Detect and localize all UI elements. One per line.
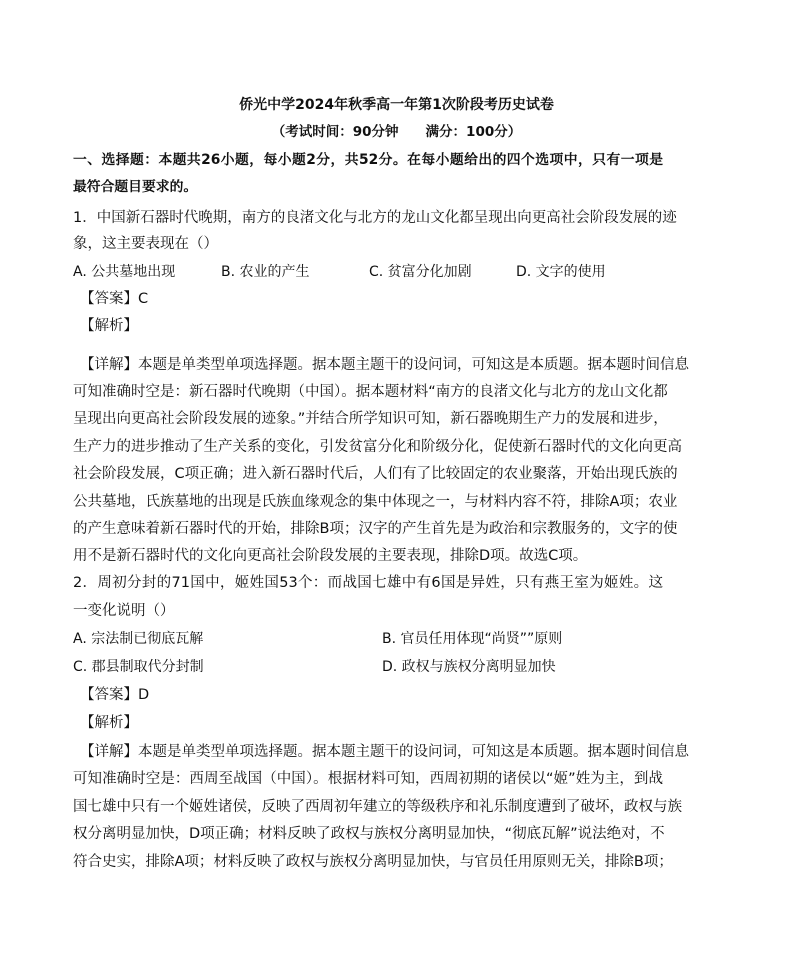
q2-detail-line-3: 国七雄中只有一个姬姓诸侯，反映了西周初年建立的等级秩序和礼乐制度遭到了破坏，政权与族	[73, 799, 682, 815]
q2-option-a: A. 宗法制已彻底瓦解	[73, 631, 204, 647]
q1-option-d: D. 文字的使用	[516, 264, 606, 280]
exam-subtitle: （考试时间：90分钟 满分：100分）	[271, 124, 522, 140]
q1-analysis-label: 【解析】	[80, 318, 138, 334]
q1-answer: 【答案】C	[80, 291, 149, 307]
q1-detail-line-7: 的产生意味着新石器时代的开始，排除B项；汉字的产生首先是为政治和宗教服务的，文字的使	[73, 521, 678, 537]
section-heading-line-2: 最符合题目要求的。	[73, 179, 198, 195]
q1-detail-line-4: 生产力的进步推动了生产关系的变化，引发贫富分化和阶级分化，促使新石器时代的文化向更高	[73, 439, 682, 455]
q2-stem-line-2: 一变化说明（）	[73, 603, 175, 619]
q2-analysis-label: 【解析】	[80, 715, 138, 731]
q1-stem-line-1: 1．中国新石器时代晚期，南方的良渚文化与北方的龙山文化都呈现出向更高社会阶段发展的迹	[73, 210, 677, 226]
q2-answer: 【答案】D	[80, 687, 150, 703]
q1-detail-line-8: 用不是新石器时代的文化向更高社会阶段发展的主要表现，排除D项。故选C项。	[73, 548, 588, 564]
q2-option-c: C. 郡县制取代分封制	[73, 659, 204, 675]
q1-option-b: B. 农业的产生	[221, 264, 310, 280]
q2-stem-line-1: 2．周初分封的71国中，姬姓国53个：而战国七雄中有6国是异姓，只有燕王室为姬姓。这	[73, 575, 663, 591]
q2-detail-line-5: 符合史实，排除A项；材料反映了政权与族权分离明显加快，与官员任用原则无关，排除B项；	[73, 854, 673, 870]
q1-option-a: A. 公共墓地出现	[73, 264, 176, 280]
q1-stem-line-2: 象，这主要表现在（）	[73, 236, 218, 252]
q1-detail-line-2: 可知准确时空是：新石器时代晚期（中国）。据本题材料“南方的良渚文化与北方的龙山文化都	[73, 384, 668, 400]
q1-option-c: C. 贫富分化加剧	[369, 264, 472, 280]
q1-detail-line-5: 社会阶段发展，C项正确；进入新石器时代后，人们有了比较固定的农业聚落，开始出现氏族的	[73, 466, 678, 482]
q2-option-d: D. 政权与族权分离明显加快	[382, 659, 556, 675]
q1-detail-line-6: 公共墓地，氏族墓地的出现是氏族血缘观念的集中体现之一，与材料内容不符，排除A项；农业	[73, 494, 678, 510]
q2-detail-line-1: 【详解】本题是单类型单项选择题。据本题主题干的设问词，可知这是本质题。据本题时间信息	[80, 744, 689, 760]
section-heading-line-1: 一、选择题：本题共26小题，每小题2分，共52分。在每小题给出的四个选项中，只有一项是	[73, 152, 663, 168]
q1-detail-line-1: 【详解】本题是单类型单项选择题。据本题主题干的设问词，可知这是本质题。据本题时间信息	[80, 357, 689, 373]
q2-detail-line-2: 可知准确时空是：西周至战国（中国）。根据材料可知，西周初期的诸侯以“姬”姓为主，到战	[73, 771, 663, 787]
q1-detail-line-3: 呈现出向更高社会阶段发展的迹象。”并结合所学知识可知，新石器晚期生产力的发展和进步，	[73, 411, 668, 427]
exam-title: 侨光中学2024年秋季高一年第1次阶段考历史试卷	[239, 97, 554, 113]
q2-option-b: B. 官员任用体现“尚贤””原则	[382, 631, 563, 647]
q2-detail-line-4: 权分离明显加快，D项正确；材料反映了政权与族权分离明显加快，“彻底瓦解”说法绝对，不	[73, 826, 665, 842]
